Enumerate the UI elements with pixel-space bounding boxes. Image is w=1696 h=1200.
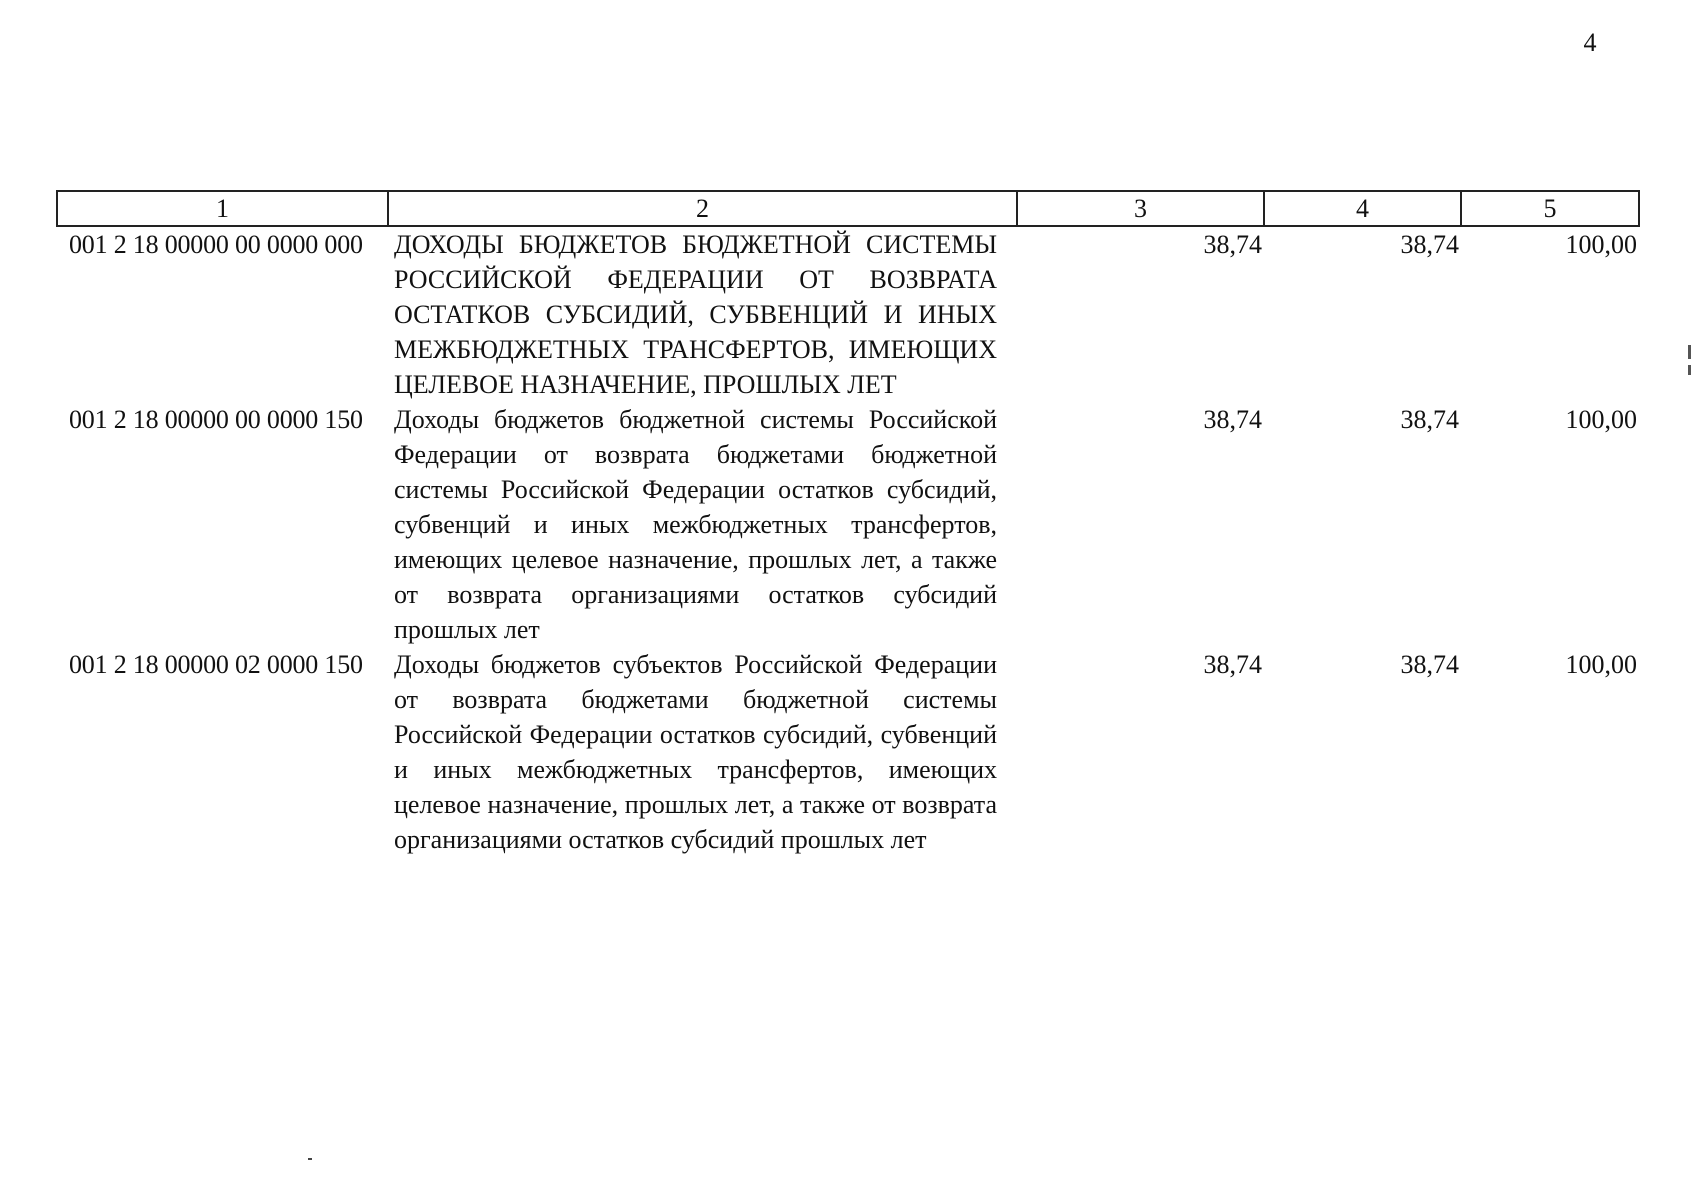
scan-artifact-edge (1688, 345, 1691, 359)
value-col-5: 100,00 (1565, 405, 1637, 434)
scan-artifact-edge (1688, 365, 1691, 375)
table-row (57, 647, 1639, 857)
table-row (57, 402, 1639, 647)
scan-artifact-dot (308, 1158, 312, 1160)
value-col-3: 38,74 (1203, 650, 1262, 679)
revenue-name: Доходы бюджетов субъектов Российской Федерации от возврата бюджетами бюджетной системы Российской Федерации остатков субсидий, субвенций и иных межбюджетных трансфертов, имеющих целевое назначение, прошлых лет, а также от возврата организациями остатков субсидий прошлых лет (394, 650, 997, 854)
value-col-4: 38,74 (1400, 405, 1459, 434)
table-body (57, 226, 1639, 857)
value-col-5: 100,00 (1565, 230, 1637, 259)
header-col-4: 4 (1264, 191, 1461, 226)
header-col-3: 3 (1017, 191, 1264, 226)
table-header (57, 191, 1639, 226)
value-col-4: 38,74 (1400, 230, 1459, 259)
header-col-1: 1 (57, 191, 388, 226)
revenue-name: ДОХОДЫ БЮДЖЕТОВ БЮДЖЕТНОЙ СИСТЕМЫ РОССИЙСКОЙ ФЕДЕРАЦИИ ОТ ВОЗВРАТА ОСТАТКОВ СУБСИДИЙ, СУБВЕНЦИЙ И ИНЫХ МЕЖБЮДЖЕТНЫХ ТРАНСФЕРТОВ, ИМЕЮЩИХ ЦЕЛЕВОЕ НАЗНАЧЕНИЕ, ПРОШЛЫХ ЛЕТ (394, 230, 997, 399)
header-row (57, 191, 1639, 226)
revenue-name: Доходы бюджетов бюджетной системы Российской Федерации от возврата бюджетами бюджетной системы Российской Федерации остатков субсидий, субвенций и иных межбюджетных трансфертов, имеющих целевое назначение, прошлых лет, а также от возврата организациями остатков субсидий прошлых лет (394, 405, 997, 644)
value-col-4: 38,74 (1400, 650, 1459, 679)
value-col-3: 38,74 (1203, 230, 1262, 259)
header-col-2: 2 (388, 191, 1017, 226)
table-row (57, 226, 1639, 402)
page-number: 4 (1583, 28, 1597, 57)
budget-code: 001 2 18 00000 00 0000 000 (69, 230, 363, 259)
budget-code: 001 2 18 00000 00 0000 150 (69, 405, 363, 434)
value-col-3: 38,74 (1203, 405, 1262, 434)
value-col-5: 100,00 (1565, 650, 1637, 679)
header-col-5: 5 (1461, 191, 1639, 226)
budget-revenue-table (56, 190, 1640, 857)
budget-code: 001 2 18 00000 02 0000 150 (69, 650, 363, 679)
